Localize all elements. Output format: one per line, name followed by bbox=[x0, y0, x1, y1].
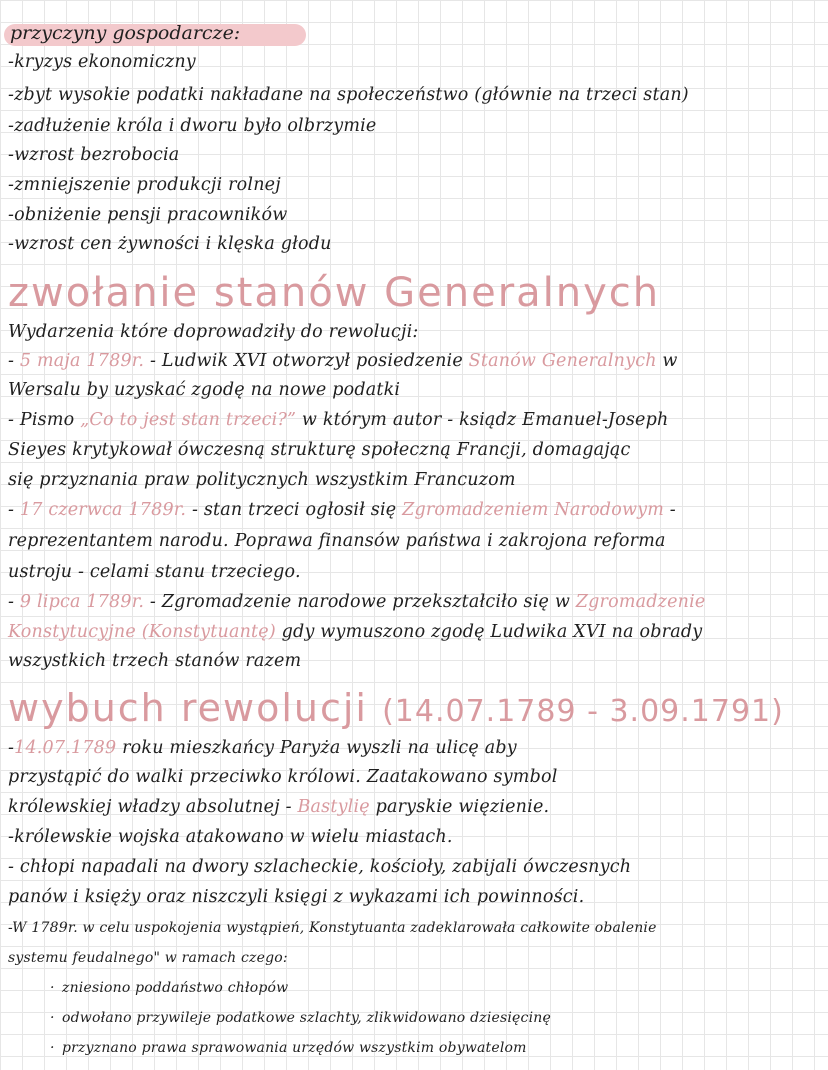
event-line: wszystkich trzech stanów razem bbox=[8, 651, 302, 671]
event-date: 9 lipca 1789r. bbox=[19, 592, 145, 612]
section-title: wybuch rewolucji (14.07.1789 - 3.09.1791) bbox=[8, 686, 784, 730]
list-item: · odwołano przywileje podatkowe szlachty, zlikwidowano dziesięcinę bbox=[50, 1010, 551, 1026]
event-line: ustroju - celami stanu trzeciego. bbox=[8, 562, 301, 582]
event-date: 14.07.1789 bbox=[14, 738, 117, 758]
event-line: - 5 maja 1789r. - Ludwik XVI otworzył posiedzenie Stanów Generalnych w bbox=[8, 351, 678, 371]
event-line: -W 1789r. w celu uspokojenia wystąpień, Konstytuanta zadeklarowała całkowite obalenie bbox=[8, 920, 657, 936]
event-line: -królewskie wojska atakowano w wielu miastach. bbox=[8, 827, 453, 847]
cause-item: -obniżenie pensji pracowników bbox=[8, 205, 288, 225]
event-date: 5 maja 1789r. bbox=[19, 351, 145, 371]
cause-item: -kryzys ekonomiczny bbox=[8, 52, 196, 72]
highlight-term: Stanów Generalnych bbox=[468, 351, 657, 371]
section-header: przyczyny gospodarcze: bbox=[10, 22, 241, 44]
cause-item: -wzrost cen żywności i klęska głodu bbox=[8, 234, 332, 254]
event-line: - 9 lipca 1789r. - Zgromadzenie narodowe przekształciło się w Zgromadzenie bbox=[8, 592, 706, 612]
section-title: zwołanie stanów Generalnych bbox=[8, 270, 661, 316]
event-line: Wersalu by uzyskać zgodę na nowe podatki bbox=[8, 380, 401, 400]
cause-item: -zbyt wysokie podatki nakładane na społeczeństwo (głównie na trzeci stan) bbox=[8, 85, 689, 105]
list-item: · przyznano prawa sprawowania urzędów wszystkim obywatelom bbox=[50, 1040, 527, 1056]
cause-item: -zadłużenie króla i dworu było olbrzymie bbox=[8, 116, 377, 136]
event-line: - 17 czerwca 1789r. - stan trzeci ogłosił się Zgromadzeniem Narodowym - bbox=[8, 500, 676, 520]
event-line: się przyznania praw politycznych wszystkim Francuzom bbox=[8, 470, 516, 490]
event-line: - Pismo „Co to jest stan trzeci?” w którym autor - ksiądz Emanuel-Joseph bbox=[8, 410, 669, 430]
event-date: 17 czerwca 1789r. bbox=[19, 500, 187, 520]
list-item: · zniesiono poddaństwo chłopów bbox=[50, 980, 289, 996]
event-line: -14.07.1789 roku mieszkańcy Paryża wyszli na ulicę aby bbox=[8, 738, 517, 758]
event-line: - chłopi napadali na dwory szlacheckie, kościoły, zabijali ówczesnych bbox=[8, 857, 632, 877]
event-line: królewskiej władzy absolutnej - Bastylię paryskie więzienie. bbox=[8, 797, 550, 817]
event-line: Konstytucyjne (Konstytuantę) gdy wymuszono zgodę Ludwika XVI na obrady bbox=[8, 622, 703, 642]
cause-item: -wzrost bezrobocia bbox=[8, 145, 180, 165]
event-line: przystąpić do walki przeciwko królowi. Zaatakowano symbol bbox=[8, 767, 558, 787]
highlight-term: Zgromadzenie bbox=[575, 592, 706, 612]
event-line: panów i księży oraz niszczyli księgi z wykazami ich powinności. bbox=[8, 887, 585, 907]
highlight-term: „Co to jest stan trzeci?” bbox=[80, 410, 297, 430]
event-line: reprezentantem narodu. Poprawa finansów państwa i zakrojona reforma bbox=[8, 531, 666, 551]
subtitle: Wydarzenia które doprowadziły do rewolucji: bbox=[8, 322, 419, 342]
highlight-term: Zgromadzeniem Narodowym bbox=[402, 500, 665, 520]
cause-item: -zmniejszenie produkcji rolnej bbox=[8, 175, 281, 195]
event-line: Sieyes krytykował ówczesną strukturę społeczną Francji, domagając bbox=[8, 440, 631, 460]
event-line: systemu feudalnego" w ramach czego: bbox=[8, 950, 288, 966]
highlight-term: Bastylię bbox=[297, 797, 370, 817]
highlight-term: Konstytucyjne (Konstytuantę) bbox=[8, 622, 276, 642]
